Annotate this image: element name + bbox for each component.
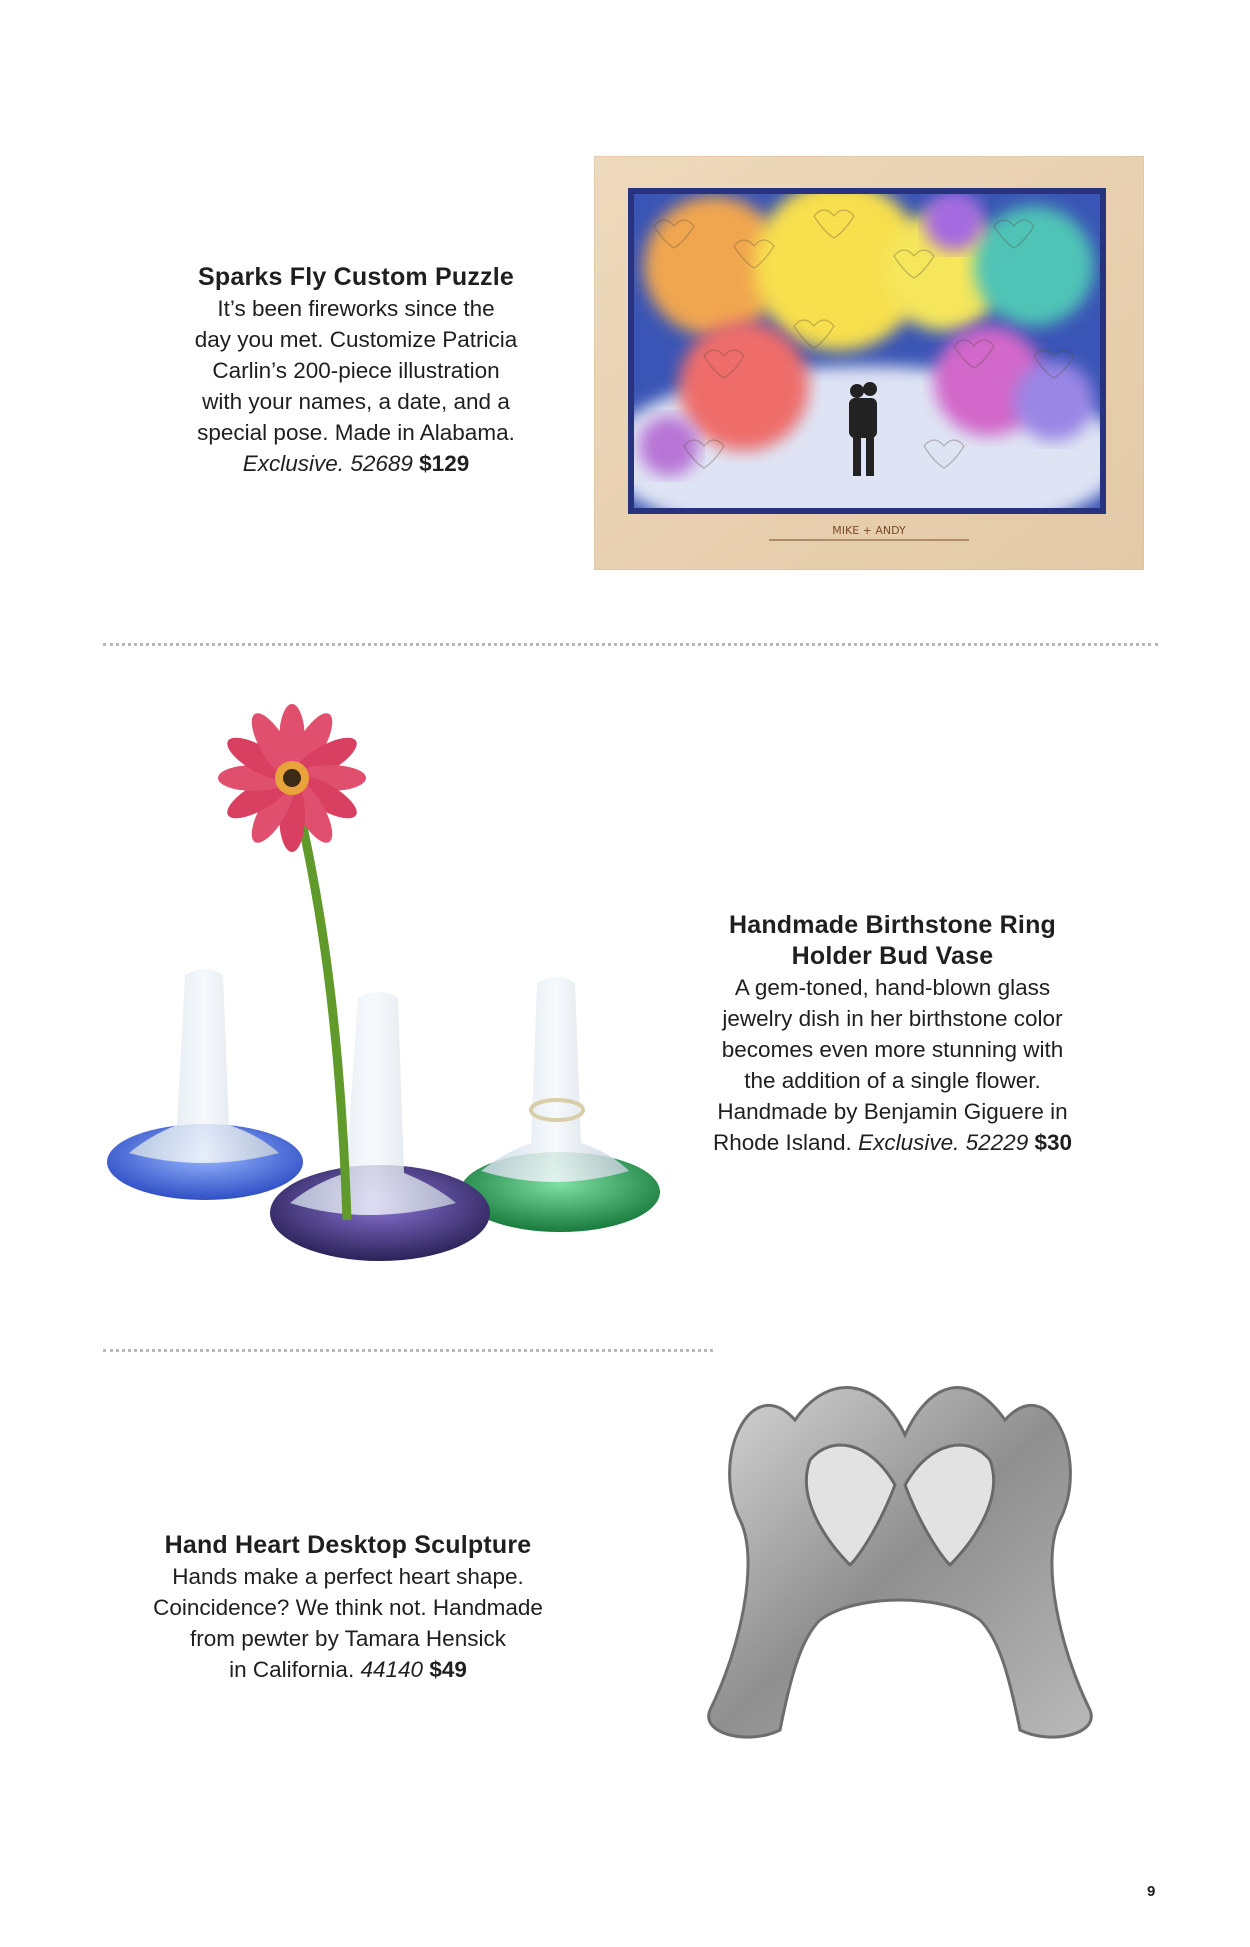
- product-puzzle-text: [150, 262, 562, 479]
- item-number: 44140: [360, 1657, 424, 1682]
- product-description-line: in California.: [229, 1657, 355, 1682]
- puzzle-engraving: MIKE + ANDY: [832, 524, 906, 537]
- product-price-line: [150, 448, 562, 479]
- product-description-line: day you met. Customize Patricia: [194, 327, 518, 352]
- product-description-line: Coincidence? We think not. Handmade: [153, 1595, 543, 1620]
- hand-heart-sculpture-image: [690, 1350, 1130, 1790]
- product-vase-text: [680, 910, 1105, 1158]
- product-price-line: [128, 1654, 568, 1685]
- section-divider: [103, 1349, 713, 1352]
- product-description-line: becomes even more stunning with: [721, 1037, 1064, 1062]
- product-description-line: with your names, a date, and a: [202, 389, 510, 414]
- product-description-line: the addition of a single flower.: [744, 1068, 1041, 1093]
- page-number: 9: [1147, 1883, 1156, 1900]
- puzzle-image: [594, 156, 1144, 570]
- product-description-line: Rhode Island.: [712, 1130, 852, 1155]
- product-description-line: jewelry dish in her birthstone color: [722, 1006, 1063, 1031]
- exclusive-label: Exclusive.: [858, 1130, 960, 1155]
- product-description-line: Carlin’s 200-piece illustration: [212, 358, 500, 383]
- product-description-line: from pewter by Tamara Hensick: [190, 1626, 506, 1651]
- product-sculpture-text: [128, 1530, 568, 1685]
- price: $49: [429, 1657, 467, 1682]
- price: $129: [419, 451, 470, 476]
- product-description-line: Handmade by Benjamin Giguere in: [717, 1099, 1068, 1124]
- item-number: 52229: [965, 1130, 1029, 1155]
- product-price-line: [680, 1127, 1105, 1158]
- product-description-line: It’s been fireworks since the: [217, 296, 495, 321]
- section-divider: [103, 643, 1158, 646]
- bud-vase-image: [100, 700, 665, 1270]
- product-title: Hand Heart Desktop Sculpture: [164, 1531, 532, 1559]
- product-title: Holder Bud Vase: [791, 942, 994, 970]
- product-description-line: A gem-toned, hand-blown glass: [734, 975, 1051, 1000]
- product-title: Sparks Fly Custom Puzzle: [198, 263, 514, 291]
- price: $30: [1034, 1130, 1073, 1155]
- item-number: 52689: [350, 451, 413, 476]
- exclusive-label: Exclusive.: [242, 451, 345, 476]
- product-description-line: Hands make a perfect heart shape.: [172, 1564, 524, 1589]
- product-description-line: special pose. Made in Alabama.: [197, 420, 515, 445]
- product-title: Handmade Birthstone Ring: [728, 911, 1057, 939]
